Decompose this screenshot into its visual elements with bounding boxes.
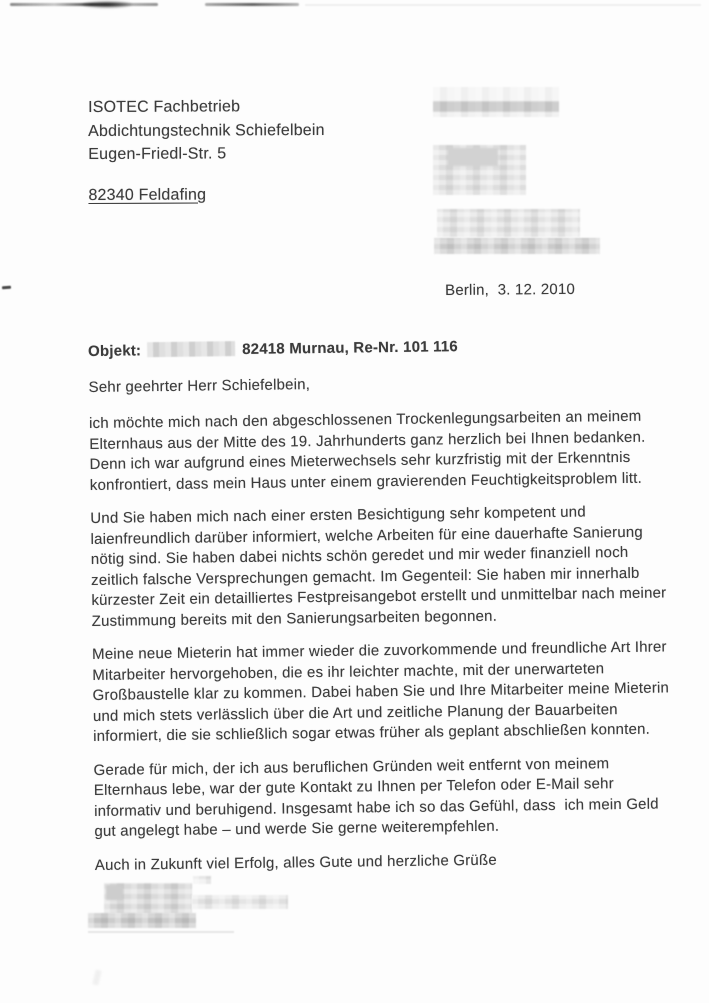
- redacted-recipient-line-3: [437, 209, 580, 237]
- date-line: Berlin, 3. 12. 2010: [445, 280, 576, 299]
- subject-value: 82418 Murnau, Re-Nr. 101 116: [242, 338, 459, 358]
- scan-artifact-bottom-line: [88, 931, 234, 933]
- scan-artifact-top-streak-2: [205, 3, 299, 6]
- redacted-signature-name-band: [88, 913, 196, 928]
- redacted-recipient-line-2-dark-patch: [448, 148, 498, 166]
- letter-body: [88, 334, 680, 876]
- redacted-signature-main: [104, 883, 192, 914]
- paragraph-1: ich möchte mich nach den abgeschlossenen Trockenlegungsarbeiten an meinem Elternhaus aus der Mitte des 19. Jahrhunderts ganz herzlich bei Ihnen bedanken. Denn ich war aufgrund eines Mieterwechsels sehr kurzfristig mit der Erkenntnis konfrontiert, dass mein Haus unter einem gravierenden Feuchtigkeitsproblem litt.: [88, 407, 646, 494]
- paragraph-2: Und Sie haben mich nach einer ersten Besichtigung sehr kompetent und laienfreundlich darüber informiert, welche Arbeiten für eine dauerhafte Sanierung nötig sind. Sie haben dabei nichts schön geredet und mir weder finanziell noch zeitlich falsche Versprechungen gemacht. Im Gegenteil: Sie haben mir innerhalb kürzester Zeit ein detailliertes Festpreisangebot erstellt und unmittelbar nach meiner Zustimmung bereits mit den Sanierungsarbeiten begonnen.: [90, 503, 667, 630]
- redacted-object-address: [147, 341, 235, 357]
- redacted-recipient-line-1: [433, 87, 559, 117]
- paragraph-3: Meine neue Mieterin hat immer wieder die zuvorkommende und freundliche Art Ihrer Mitarbeiter hervorgehoben, die es ihr leichter machte, mit der unerwarteten Großbaustelle klar zu kommen. Dabei haben Sie und Ihre Mitarbeiter meine Mieterin und mich stets verlässlich über die Art und zeitliche Planung der Bauarbeiten informiert, die sie schließlich sogar etwas früher als geplant abschließen konnten.: [91, 638, 670, 745]
- scan-artifact-top-blob: [82, 1, 132, 8]
- sender-address-block: [88, 95, 325, 207]
- redacted-recipient-line-4: [434, 238, 600, 254]
- redacted-signature-dark-patch: [106, 885, 123, 900]
- salutation: Sehr geehrter Herr Schiefelbein,: [88, 375, 311, 396]
- paragraph-4: Gerade für mich, der ich aus beruflichen Gründen weit entfernt von meinem Elternhaus lebe, war der gute Kontakt zu Ihnen per Telefon oder E-Mail sehr informativ und beruhigend. Insgesamt habe ich so das Gefühl, dass ich mein Geld gut angelegt habe – und werde Sie gerne weiterempfehlen.: [93, 754, 659, 840]
- subject-line: [88, 334, 673, 362]
- scan-artifact-left-dash: [2, 286, 11, 290]
- scan-artifact-top-streak: [10, 3, 158, 6]
- sender-department: Abdichtungstechnik Schiefelbein: [88, 121, 325, 140]
- subject-label: Objekt:: [88, 342, 142, 360]
- sender-street: Eugen-Friedl-Str. 5: [88, 145, 227, 163]
- closing-line: Auch in Zukunft viel Erfolg, alles Gute und herzliche Grüße: [94, 851, 497, 874]
- scan-artifact-bottom-mark: [92, 969, 101, 985]
- sender-city: 82340 Feldafing: [88, 185, 207, 204]
- scan-artifact-top-faint-line: [305, 4, 701, 6]
- sender-company: ISOTEC Fachbetrieb: [88, 98, 241, 116]
- redacted-recipient-line-2: [433, 145, 526, 195]
- redacted-signature-top-patch: [193, 876, 211, 884]
- redacted-signature-right-band: [192, 895, 288, 909]
